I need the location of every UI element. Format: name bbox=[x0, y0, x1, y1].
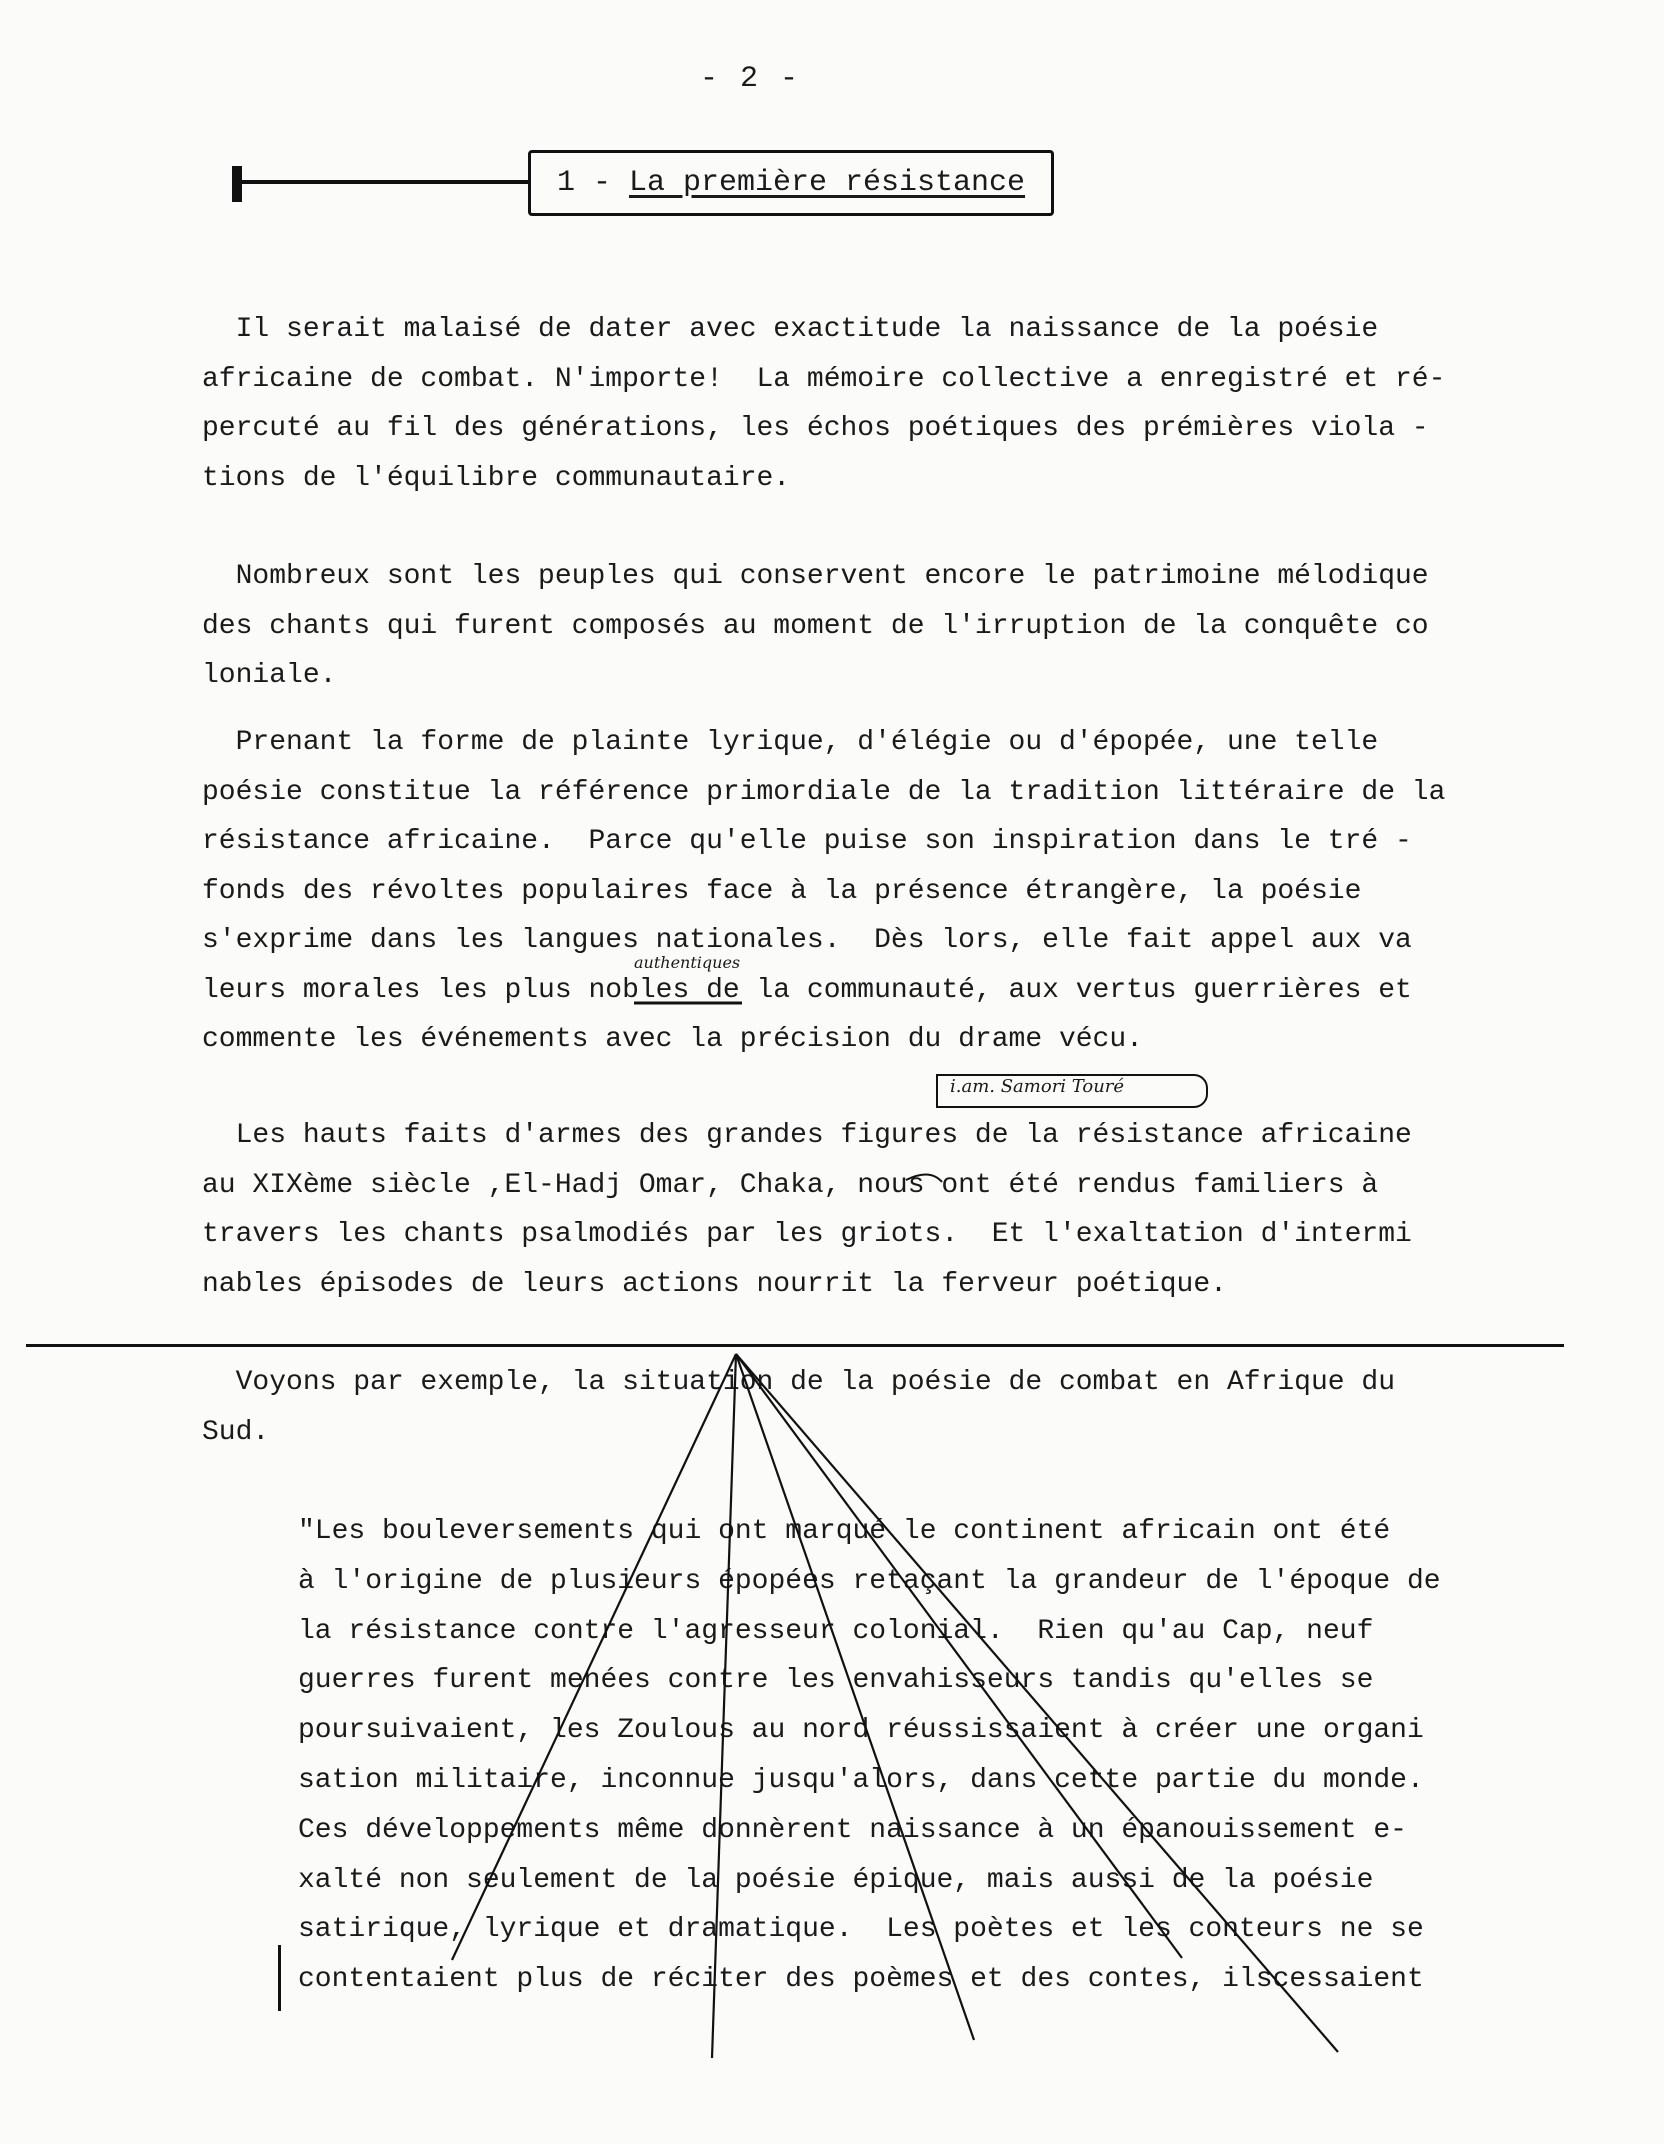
handwritten-correction: authentiques bbox=[634, 953, 741, 972]
section-number: 1 - bbox=[556, 166, 611, 200]
paragraph-3: Prenant la forme de plainte lyrique, d'élégie ou d'épopée, une telle poésie constitue la référence primordiale de la tradition littéraire de la résistance africaine. Parce qu'elle puise son inspiration dans le tré - fonds des révoltes populaires face à la présence étrangère, la poésie s'exprime dans les langues nationales. Dès lors, elle fait appel aux va leurs morales les plus nobles de la communauté, aux vertus guerrières et commente les événements avec la précision du drame vécu. bbox=[202, 727, 1446, 1055]
page-number: - 2 - bbox=[700, 62, 801, 96]
paragraph-1: Il serait malaisé de dater avec exactitude la naissance de la poésie africaine de combat. N'importe! La mémoire collective a enregistré et ré- percuté au fil des générations, les échos poétiques des prémières viola - tions de l'équilibre communautaire. bbox=[202, 314, 1446, 494]
section-heading bbox=[528, 150, 1054, 216]
handwritten-insertion: i.am. Samori Touré bbox=[950, 1076, 1125, 1097]
section-title: La première résistance bbox=[628, 166, 1026, 200]
paragraph-5: Voyons par exemple, la situation de la poésie de combat en Afrique du Sud. bbox=[202, 1367, 1395, 1448]
horizontal-rule bbox=[26, 1344, 1564, 1347]
paragraph-2: Nombreux sont les peuples qui conservent encore le patrimoine mélodique des chants qui furent composés au moment de l'irruption de la conquête co loniale. bbox=[202, 561, 1429, 691]
heading-pointer-mark bbox=[232, 166, 242, 202]
paragraph-4: Les hauts faits d'armes des grandes figures de la résistance africaine au XIXème siècle ,El-Hadj Omar, Chaka, nous ont été rendus familiers à travers les chants psalmodiés par les griots. Et l'exaltation d'intermi nables épisodes de leurs actions nourrit la ferveur poétique. bbox=[202, 1120, 1412, 1300]
block-quote: "Les bouleversements qui ont marqué le continent africain ont été à l'origine de plusieurs épopées retaçant la grandeur de l'époque de la résistance contre l'agresseur colonial. Rien qu'au Cap, neuf guerres furent menées contre les envahisseurs tandis qu'elles se poursuivaient, les Zoulous au nord réussissaient à créer une organi sation militaire, inconnue jusqu'alors, dans cette partie du monde. Ces développements même donnèrent naissance à un épanouissement e- xalté non seulement de la poésie épique, mais aussi de la poésie satirique, lyrique et dramatique. Les poètes et les conteurs ne se contentaient plus de réciter des poèmes et des contes, ilscessaient bbox=[298, 1516, 1441, 1996]
margin-mark bbox=[278, 1945, 281, 2011]
heading-pointer-line bbox=[236, 180, 528, 184]
